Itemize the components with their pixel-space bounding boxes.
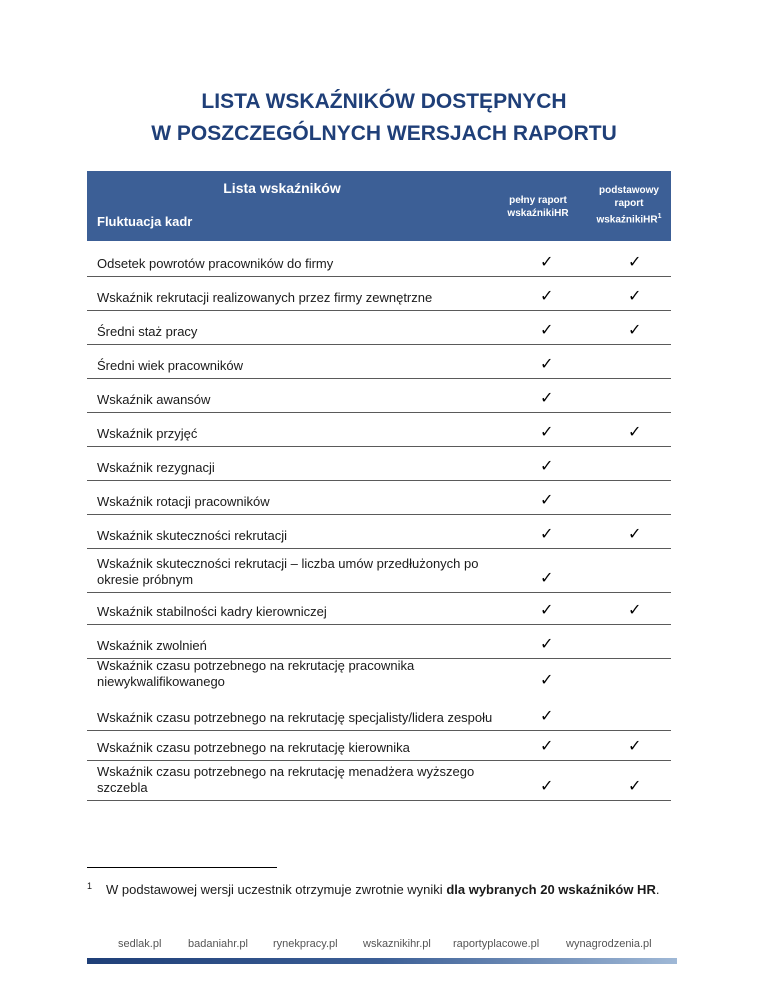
indicator-label: Wskaźnik czasu potrzebnego na rekrutację kierownika bbox=[97, 740, 410, 755]
header-group-name: Fluktuacja kadr bbox=[97, 214, 193, 229]
indicator-label: Wskaźnik czasu potrzebnego na rekrutację pracownika niewykwalifikowanego bbox=[97, 658, 415, 689]
check-icon: ✓ bbox=[628, 778, 642, 795]
page-title-line-1: LISTA WSKAŹNIKÓW DOSTĘPNYCH bbox=[201, 90, 567, 113]
page-title bbox=[0, 86, 768, 150]
table-row bbox=[87, 412, 671, 447]
check-icon: ✓ bbox=[540, 570, 554, 587]
footnote-divider bbox=[87, 867, 277, 868]
table-row bbox=[87, 310, 671, 345]
page-title-line-2: W POSZCZEGÓLNYCH WERSJACH RAPORTU bbox=[151, 122, 617, 145]
check-icon: ✓ bbox=[628, 288, 642, 305]
table-row bbox=[87, 276, 671, 311]
footer-link[interactable]: raportyplacowe.pl bbox=[453, 938, 540, 950]
table-row bbox=[87, 592, 671, 625]
header-full-report bbox=[501, 194, 575, 220]
header-basic-report-line-3 bbox=[587, 210, 671, 226]
header-indicator-list: Lista wskaźników bbox=[223, 180, 341, 196]
indicator-label: Wskaźnik czasu potrzebnego na rekrutację menadżera wyższego szczebla bbox=[97, 764, 475, 795]
header-basic-report-line-2: raport bbox=[614, 198, 644, 209]
check-icon: ✓ bbox=[540, 288, 554, 305]
check-icon: ✓ bbox=[540, 602, 554, 619]
header-basic-report-line-1: podstawowy bbox=[598, 185, 659, 196]
check-icon: ✓ bbox=[540, 424, 554, 441]
check-icon: ✓ bbox=[540, 526, 554, 543]
check-icon: ✓ bbox=[540, 254, 554, 271]
table-row bbox=[87, 241, 671, 277]
footer-link[interactable]: badaniahr.pl bbox=[188, 938, 248, 950]
table-row bbox=[87, 694, 671, 731]
check-icon: ✓ bbox=[540, 636, 554, 653]
check-icon: ✓ bbox=[628, 738, 642, 755]
indicator-label: Wskaźnik rotacji pracowników bbox=[97, 494, 270, 509]
table-row bbox=[87, 480, 671, 515]
check-icon: ✓ bbox=[540, 492, 554, 509]
footer-link[interactable]: wynagrodzenia.pl bbox=[566, 938, 652, 950]
footnote-text-end: . bbox=[655, 882, 660, 897]
header-basic-report bbox=[587, 184, 671, 226]
footnote-reference: 1 bbox=[657, 213, 662, 220]
header-full-report-line-1: pełny raport bbox=[509, 195, 567, 206]
footer-link[interactable]: wskaznikihr.pl bbox=[363, 938, 431, 950]
table-row bbox=[87, 730, 671, 761]
check-icon: ✓ bbox=[628, 602, 642, 619]
table-row bbox=[87, 514, 671, 549]
indicator-label: Wskaźnik skuteczności rekrutacji bbox=[97, 528, 287, 543]
footer-bar bbox=[87, 958, 677, 964]
footer-link[interactable]: sedlak.pl bbox=[118, 938, 162, 950]
check-icon: ✓ bbox=[540, 708, 554, 725]
check-icon: ✓ bbox=[540, 738, 554, 755]
indicator-label: Wskaźnik zwolnień bbox=[97, 638, 207, 653]
indicator-label: Wskaźnik skuteczności rekrutacji – liczba umów przedłużonych po okresie próbnym bbox=[97, 556, 479, 587]
indicator-label: Wskaźnik rekrutacji realizowanych przez firmy zewnętrzne bbox=[97, 290, 433, 305]
header-basic-report-name: wskaźnikiHR bbox=[596, 214, 658, 226]
header-full-report-line-2: wskaźnikiHR bbox=[507, 208, 569, 219]
table-row bbox=[87, 344, 671, 379]
table-row bbox=[87, 446, 671, 481]
indicator-label: Średni wiek pracowników bbox=[97, 358, 243, 373]
table-header bbox=[87, 171, 671, 241]
footnote-marker: 1 bbox=[87, 881, 93, 891]
table-row bbox=[87, 624, 671, 659]
check-icon: ✓ bbox=[540, 778, 554, 795]
footnote-text-bold: dla wybranych 20 wskaźników HR bbox=[446, 882, 656, 897]
indicator-label: Wskaźnik przyjęć bbox=[97, 426, 198, 441]
check-icon: ✓ bbox=[628, 424, 642, 441]
table-row bbox=[87, 658, 671, 694]
check-icon: ✓ bbox=[540, 390, 554, 407]
check-icon: ✓ bbox=[540, 356, 554, 373]
footnote-text: W podstawowej wersji uczestnik otrzymuje zwrotnie wyniki bbox=[106, 882, 443, 897]
table-row bbox=[87, 760, 671, 801]
check-icon: ✓ bbox=[628, 322, 642, 339]
indicator-label: Wskaźnik rezygnacji bbox=[97, 460, 215, 475]
indicator-label: Wskaźnik stabilności kadry kierowniczej bbox=[97, 604, 327, 619]
indicator-label: Wskaźnik awansów bbox=[97, 392, 211, 407]
footer-link[interactable]: rynekpracy.pl bbox=[273, 938, 338, 950]
check-icon: ✓ bbox=[540, 672, 554, 689]
table-row bbox=[87, 548, 671, 593]
check-icon: ✓ bbox=[628, 254, 642, 271]
table-row bbox=[87, 378, 671, 413]
indicator-label: Średni staż pracy bbox=[97, 324, 198, 339]
indicator-label: Wskaźnik czasu potrzebnego na rekrutację specjalisty/lidera zespołu bbox=[97, 710, 493, 725]
check-icon: ✓ bbox=[540, 322, 554, 339]
indicator-label: Odsetek powrotów pracowników do firmy bbox=[97, 256, 334, 271]
footnote bbox=[87, 876, 677, 900]
check-icon: ✓ bbox=[540, 458, 554, 475]
check-icon: ✓ bbox=[628, 526, 642, 543]
